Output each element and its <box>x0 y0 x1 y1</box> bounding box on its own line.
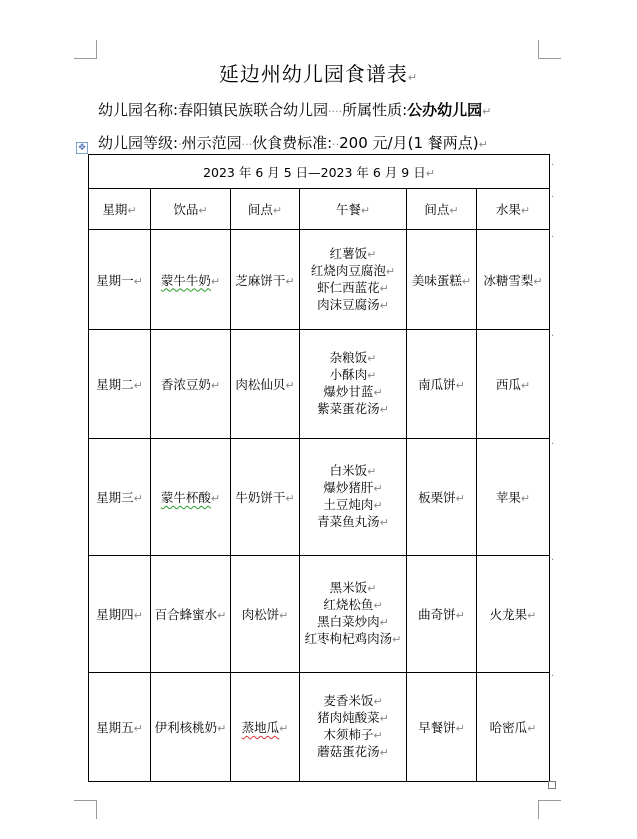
snack2-cell: 曲奇饼↵ <box>407 556 477 673</box>
date-range-cell: 2023 年 6 月 5 日—2023 年 6 月 9 日↵ <box>89 155 550 189</box>
row-end-mark: · <box>551 555 555 566</box>
info-line-grade <box>98 132 488 153</box>
header-row <box>89 189 550 230</box>
fruit-cell: 火龙果↵ <box>477 556 550 673</box>
nature-label: 所属性质: <box>342 101 408 119</box>
nature-value: 公办幼儿园 <box>407 101 483 119</box>
crop-mark-bottom-left <box>74 800 97 819</box>
table-row <box>89 330 550 439</box>
header-cell: 午餐↵ <box>300 189 407 230</box>
table-row <box>89 556 550 673</box>
info-line-name <box>98 99 491 120</box>
grade-label: 幼儿园等级: <box>98 134 179 152</box>
paragraph-mark: ↵ <box>482 105 492 118</box>
snack1-cell: 肉松饼↵ <box>231 556 300 673</box>
header-cell: 间点↵ <box>231 189 300 230</box>
day-cell: 星期四↵ <box>89 556 151 673</box>
table-row <box>89 230 550 330</box>
day-cell: 星期二↵ <box>89 330 151 439</box>
space-mark: · <box>178 138 182 151</box>
snack2-cell: 南瓜饼↵ <box>407 330 477 439</box>
fruit-cell: 西瓜↵ <box>477 330 550 439</box>
day-cell: 星期三↵ <box>89 439 151 556</box>
day-cell: 星期五↵ <box>89 673 151 782</box>
document-title <box>0 58 637 87</box>
menu-table <box>88 154 550 782</box>
table-row <box>89 439 550 556</box>
fruit-cell: 哈密瓜↵ <box>477 673 550 782</box>
title-text: 延边州幼儿园食谱表 <box>218 62 408 86</box>
drink-cell: 香浓豆奶↵ <box>151 330 231 439</box>
row-end-mark: · <box>551 232 555 243</box>
fruit-cell: 苹果↵ <box>477 439 550 556</box>
space-marks: ··· <box>241 138 253 151</box>
table-move-handle-icon[interactable]: ✥ <box>76 142 88 154</box>
date-row <box>89 155 550 189</box>
drink-cell: 蒙牛牛奶↵ <box>151 230 231 330</box>
crop-mark-bottom-right <box>538 800 561 819</box>
row-end-mark: · <box>551 160 555 171</box>
lunch-cell: 麦香米饭↵ 猪肉炖酸菜↵ 木须柿子↵ 蘑菇蛋花汤↵ <box>300 673 407 782</box>
drink-cell: 蒙牛杯酸↵ <box>151 439 231 556</box>
paragraph-mark: ↵ <box>478 138 488 151</box>
table-row <box>89 673 550 782</box>
fruit-cell: 冰糖雪梨↵ <box>477 230 550 330</box>
fee-label: 伙食费标准: <box>252 134 333 152</box>
name-value: 春阳镇民族联合幼儿园 <box>178 101 329 119</box>
day-cell: 星期一↵ <box>89 230 151 330</box>
snack1-cell: 芝麻饼干↵ <box>231 230 300 330</box>
snack2-cell: 板栗饼↵ <box>407 439 477 556</box>
table-resize-handle[interactable] <box>548 781 556 789</box>
lunch-cell: 杂粮饭↵ 小酥肉↵ 爆炒甘蓝↵ 紫菜蛋花汤↵ <box>300 330 407 439</box>
crop-mark-top-right <box>538 40 561 59</box>
row-end-mark: · <box>551 331 555 342</box>
date-range: 2023 年 6 月 5 日—2023 年 6 月 9 日 <box>203 164 426 180</box>
header-cell: 水果↵ <box>477 189 550 230</box>
snack1-cell: 蒸地瓜↵ <box>231 673 300 782</box>
drink-cell: 伊利核桃奶↵ <box>151 673 231 782</box>
drink-cell: 百合蜂蜜水↵ <box>151 556 231 673</box>
name-label: 幼儿园名称: <box>98 101 179 119</box>
space-marks: ·· <box>332 138 340 151</box>
header-cell: 间点↵ <box>407 189 477 230</box>
row-end-mark: · <box>551 671 555 682</box>
snack1-cell: 牛奶饼干↵ <box>231 439 300 556</box>
crop-mark-top-left <box>74 40 97 59</box>
header-cell: 饮品↵ <box>151 189 231 230</box>
header-cell: 星期↵ <box>89 189 151 230</box>
space-marks: ···· <box>328 105 343 118</box>
row-end-mark: · <box>551 192 555 203</box>
lunch-cell: 黑米饭↵ 红烧松鱼↵ 黑白菜炒肉↵ 红枣枸杞鸡肉汤↵ <box>300 556 407 673</box>
row-end-mark: · <box>551 439 555 450</box>
lunch-cell: 红薯饭↵ 红烧肉豆腐泡↵ 虾仁西蓝花↵ 肉沫豆腐汤↵ <box>300 230 407 330</box>
snack2-cell: 美味蛋糕↵ <box>407 230 477 330</box>
snack1-cell: 肉松仙贝↵ <box>231 330 300 439</box>
snack2-cell: 早餐饼↵ <box>407 673 477 782</box>
fee-value: 200 元/月(1 餐两点) <box>339 134 479 152</box>
grade-value: 州示范园 <box>181 134 242 152</box>
paragraph-mark: ↵ <box>407 71 419 84</box>
lunch-cell: 白米饭↵ 爆炒猪肝↵ 土豆炖肉↵ 青菜鱼丸汤↵ <box>300 439 407 556</box>
